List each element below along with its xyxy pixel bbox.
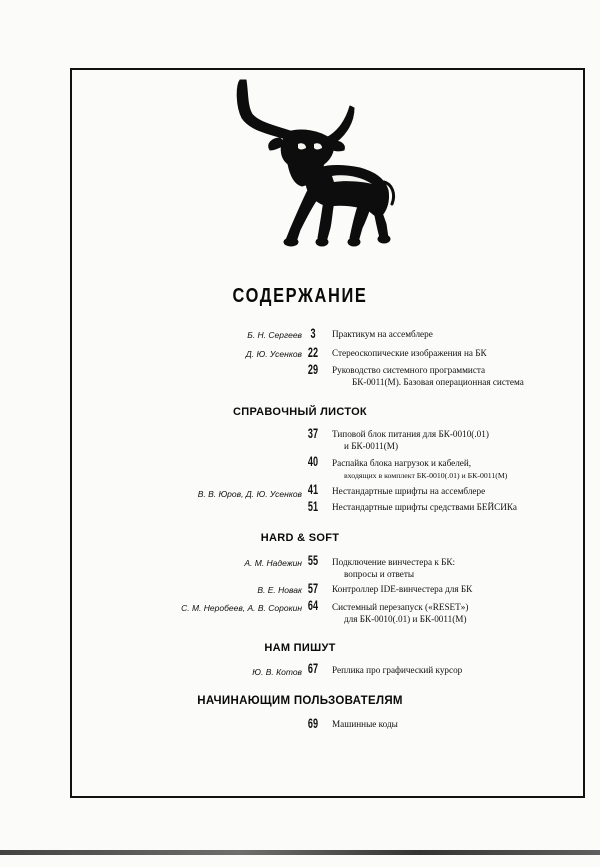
toc-page-number: 37 bbox=[307, 425, 319, 441]
section-heading-beginners: НАЧИНАЮЩИМ ПОЛЬЗОВАТЕЛЯМ bbox=[197, 695, 403, 707]
toc-page-number: 29 bbox=[307, 361, 319, 377]
toc-entry-line1: Руководство системного программиста bbox=[332, 365, 486, 375]
toc-entry-line1: Машинные коды bbox=[332, 719, 398, 729]
toc-page-number: 22 bbox=[307, 344, 319, 360]
toc-author: Д. Ю. Усенков bbox=[245, 349, 302, 359]
toc-author: А. М. Надежин bbox=[244, 558, 302, 568]
toc-page-number: 41 bbox=[307, 481, 319, 497]
toc-page-number: 51 bbox=[307, 498, 319, 514]
toc-page-number: 67 bbox=[307, 660, 319, 676]
toc-page-number: 55 bbox=[307, 552, 319, 568]
toc-entry-line2: БК-0011(М). Базовая операционная система bbox=[352, 376, 524, 387]
toc-entry-line1: Контроллер IDE-винчестера для БК bbox=[332, 584, 473, 594]
toc-entry-line1: Распайка блока нагрузок и кабелей, bbox=[332, 458, 472, 468]
toc-entry-title bbox=[332, 365, 524, 388]
toc-entry-title bbox=[332, 458, 507, 481]
toc-entry-title bbox=[332, 584, 472, 596]
toc-author: С. М. Неробеев, А. В. Сорокин bbox=[181, 603, 302, 613]
toc-entry-title bbox=[332, 429, 489, 452]
toc-page-number: 40 bbox=[307, 453, 319, 469]
toc-entry-line1: Нестандартные шрифты средствами БЕЙСИКа bbox=[332, 502, 517, 512]
toc-author: Ю. В. Котов bbox=[252, 667, 302, 677]
toc-entry-title bbox=[332, 502, 517, 514]
toc-entry-title bbox=[332, 329, 433, 341]
scan-edge-bar bbox=[0, 850, 600, 855]
toc-entry-line1: Системный перезапуск («RESET») bbox=[332, 602, 469, 612]
page-title: СОДЕРЖАНИЕ bbox=[232, 285, 368, 307]
toc-entry-line2: для БК-0010(.01) и БК-0011(М) bbox=[344, 613, 467, 624]
toc-author: Б. Н. Сергеев bbox=[247, 330, 302, 340]
toc-entry-title bbox=[332, 665, 462, 677]
toc-entry-line2: входящих в комплект БК-0010(.01) и БК-0011(М) bbox=[344, 470, 508, 480]
toc-entry-line1: Стереоскопические изображения на БК bbox=[332, 348, 487, 358]
toc-entry-title bbox=[332, 348, 487, 360]
section-heading-letters: НАМ ПИШУТ bbox=[264, 642, 336, 654]
toc-page-number: 69 bbox=[307, 715, 319, 731]
toc-page-number: 64 bbox=[307, 597, 319, 613]
toc-entry-line2: и БК-0011(М) bbox=[344, 440, 398, 451]
section-heading-reference: СПРАВОЧНЫЙ ЛИСТОК bbox=[233, 406, 367, 418]
section-heading-hard-soft: HARD & SOFT bbox=[260, 532, 340, 544]
toc-entry-line1: Практикум на ассемблере bbox=[332, 329, 433, 339]
toc-entry-title bbox=[332, 486, 485, 498]
toc-author: В. Е. Новак bbox=[257, 585, 302, 595]
toc-entry-line1: Типовой блок питания для БК-0010(.01) bbox=[332, 429, 489, 439]
toc-author: В. В. Юров, Д. Ю. Усенков bbox=[197, 489, 302, 499]
toc-entry-line2: вопросы и ответы bbox=[344, 568, 415, 579]
toc-entry-title bbox=[332, 719, 398, 731]
toc-entry-line1: Подключение винчестера к БК: bbox=[332, 557, 456, 567]
toc-page-number: 57 bbox=[307, 580, 319, 596]
bull-figurine-icon bbox=[228, 72, 398, 250]
toc-page-number: 3 bbox=[310, 325, 316, 341]
toc-entry-title bbox=[332, 557, 455, 580]
toc-entry-line1: Нестандартные шрифты на ассемблере bbox=[332, 486, 486, 496]
toc-entry-line1: Реплика про графический курсор bbox=[332, 665, 463, 675]
toc-entry-title bbox=[332, 602, 468, 625]
